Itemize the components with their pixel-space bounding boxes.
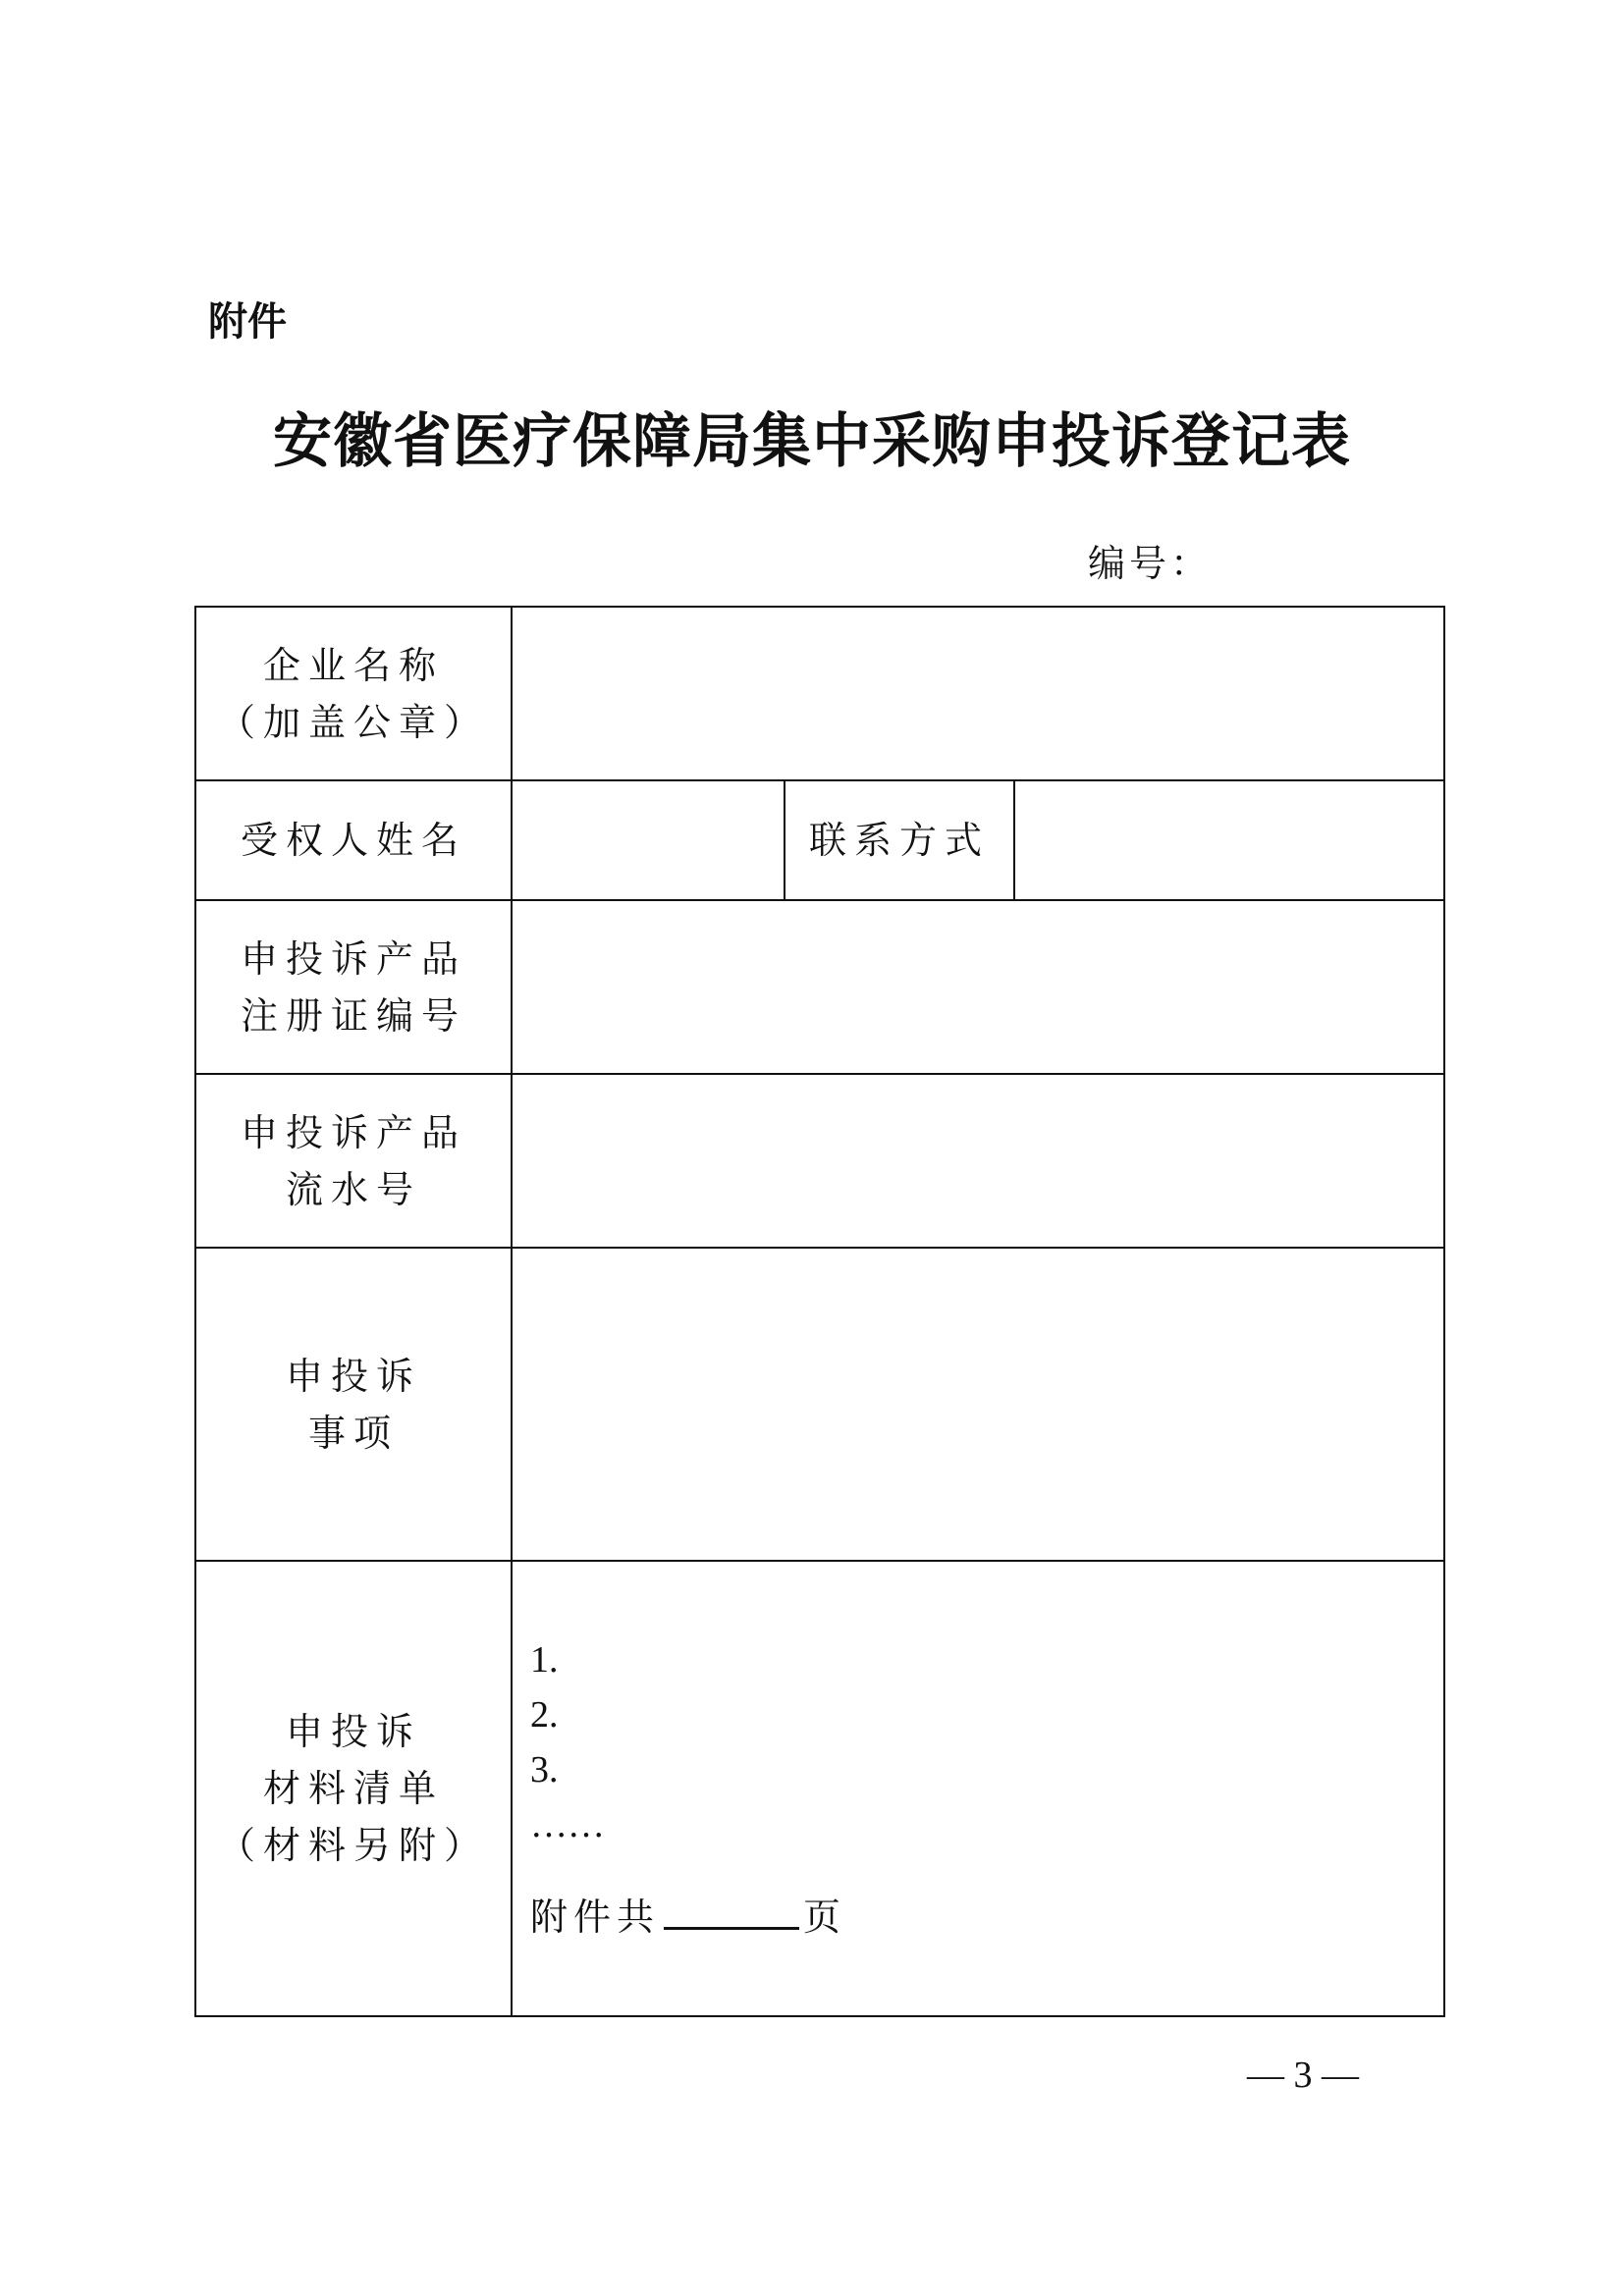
materials-list-label-cell [195,1561,512,2016]
attachment-label: 附件 [208,299,287,345]
contact-field[interactable] [1014,780,1444,900]
registration-number-label-line1: 申投诉产品 [240,936,466,981]
row-product-serial [195,1074,1444,1248]
complaint-matter-field[interactable] [512,1248,1444,1561]
authorized-person-field[interactable] [512,780,785,900]
document-title: 安徽省医疗保障局集中采购申投诉登记表 [273,407,1351,476]
complaint-matter-label-cell [195,1248,512,1561]
materials-item-3: 3. [530,1749,559,1790]
registration-number-label-cell [195,900,512,1074]
materials-list-field[interactable] [512,1561,1444,2016]
company-name-field[interactable] [512,607,1444,780]
materials-item-more: …… [530,1804,605,1845]
contact-label: 联系方式 [785,780,1014,900]
serial-number-label: 编号： [1088,542,1213,585]
row-materials-list [195,1561,1444,2016]
company-name-label-cell [195,607,512,780]
complaint-matter-label-line1: 申投诉 [285,1354,421,1398]
page-number: — 3 — [1247,2055,1359,2096]
company-name-note: （加盖公章） [217,700,489,744]
product-serial-label-cell [195,1074,512,1248]
product-serial-field[interactable] [512,1074,1444,1248]
authorized-person-label: 受权人姓名 [195,780,512,900]
attachment-pages-suffix: 页 [803,1896,847,1939]
complaint-matter-label-line2: 事项 [307,1411,399,1455]
complaint-registration-form [194,606,1445,2017]
product-serial-label-line1: 申投诉产品 [240,1110,466,1154]
materials-item-2: 2. [530,1694,559,1735]
attachment-pages-line [530,1888,1443,1945]
materials-list-label-line2: 材料清单 [262,1767,444,1810]
attachment-pages-blank[interactable] [664,1888,799,1930]
registration-number-field[interactable] [512,900,1444,1074]
materials-list-label-line3: （材料另附） [217,1824,489,1867]
materials-item-1: 1. [530,1639,559,1681]
registration-number-label-line2: 注册证编号 [240,993,466,1038]
row-registration-number [195,900,1444,1074]
materials-list-label-line1: 申投诉 [285,1710,421,1753]
row-company-name [195,607,1444,780]
attachment-pages-prefix: 附件共 [530,1896,661,1939]
row-authorized-person [195,780,1444,900]
row-complaint-matter [195,1248,1444,1561]
company-name-label: 企业名称 [262,643,444,687]
materials-list [513,1632,1443,1945]
product-serial-label-line2: 流水号 [285,1167,421,1211]
